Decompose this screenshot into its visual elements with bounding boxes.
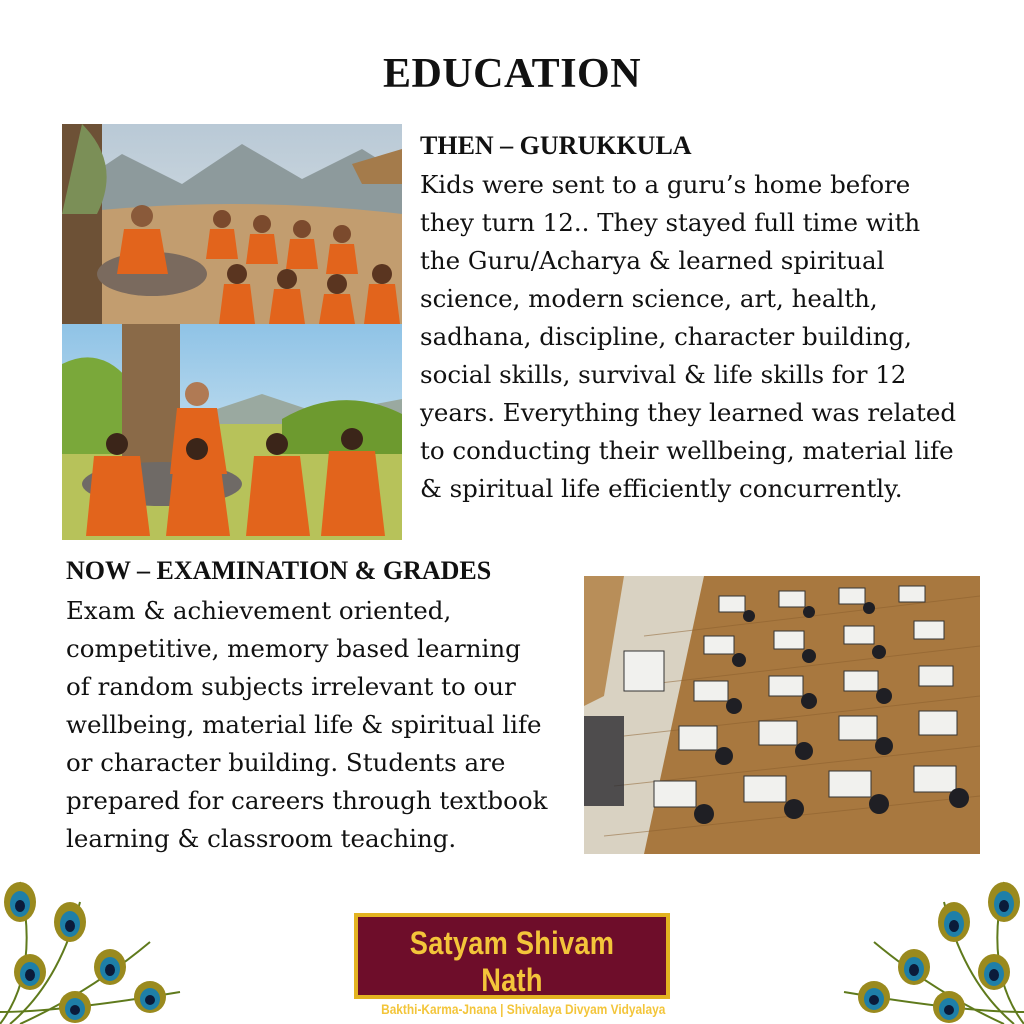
then-line: science, modern science, art, health, (420, 284, 878, 313)
now-heading: NOW – EXAMINATION & GRADES (66, 556, 492, 585)
then-line: & spiritual life efficiently concurrently. (420, 474, 903, 503)
now-paragraph (66, 592, 547, 858)
now-line: learning & classroom teaching. (66, 824, 457, 853)
now-line: competitive, memory based learning (66, 634, 521, 663)
then-line: sadhana, discipline, character building, (420, 322, 912, 351)
then-paragraph (420, 166, 956, 508)
then-line: Kids were sent to a guru’s home before (420, 170, 911, 199)
now-line: prepared for careers through textbook (66, 786, 548, 815)
brand-name: Satyam Shivam Nath (409, 925, 615, 998)
gurukul-illustration-bottom (62, 324, 402, 540)
then-line: they turn 12.. They stayed full time with (420, 208, 921, 237)
now-line: wellbeing, material life & spiritual life (66, 710, 542, 739)
brand-logo (354, 913, 670, 1017)
now-line: or character building. Students are (66, 748, 506, 777)
then-line: to conducting their wellbeing, material life (420, 436, 954, 465)
then-line: years. Everything they learned was related (420, 398, 957, 427)
then-heading: THEN – GURUKKULA (420, 131, 692, 160)
page-title: EDUCATION (382, 51, 642, 97)
gurukul-illustration-top (62, 124, 402, 324)
brand-tagline: Bakthi-Karma-Jnana | Shivalaya Divyam Vidyalaya (381, 1001, 666, 1017)
now-line: Exam & achievement oriented, (66, 596, 452, 625)
then-line: social skills, survival & life skills for 12 (420, 360, 907, 389)
then-line: the Guru/Acharya & learned spiritual (420, 246, 885, 275)
exam-hall-photo (584, 576, 980, 854)
now-line: of random subjects irrelevant to our (66, 672, 516, 701)
peacock-feathers-right (834, 862, 1024, 1024)
peacock-feathers-left (0, 862, 190, 1024)
